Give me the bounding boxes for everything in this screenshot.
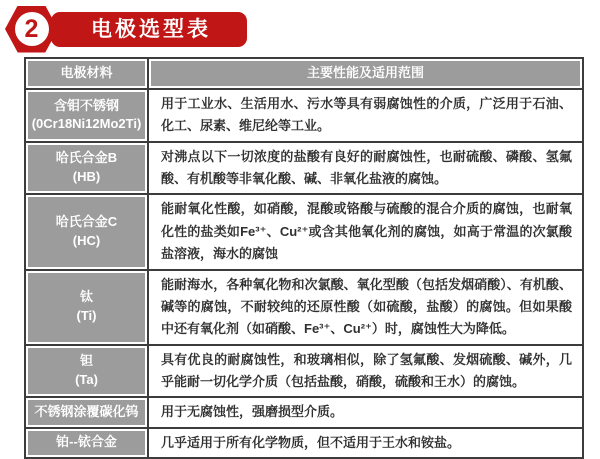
material-grade: (0Cr18Ni12Mo2Ti) — [31, 116, 142, 132]
material-cell — [25, 345, 148, 398]
material-name: 不锈钢涂覆碳化钨 — [34, 404, 139, 420]
material-name: 钽 — [79, 353, 93, 369]
section-header — [5, 4, 600, 54]
material-cell — [25, 270, 148, 345]
table-row — [25, 194, 583, 269]
description-cell: 用于工业水、生活用水、污水等具有弱腐蚀性的介质，广泛用于石油、化工、尿素、维尼纶等工业。 — [148, 89, 583, 142]
description-cell: 能耐海水，各种氧化物和次氯酸、氧化型酸（包括发烟硝酸）、有机酸、碱等的腐蚀，不耐较纯的还原性酸（如硫酸，盐酸）的腐蚀。但如果酸中还有氧化剂（如硝酸、Fe³⁺、Cu²⁺）时，腐蚀性大为降低。 — [148, 270, 583, 345]
table-row — [25, 89, 583, 142]
badge-number: 2 — [15, 12, 49, 46]
description-cell: 几乎适用于所有化学物质，但不适用于王水和铵盐。 — [148, 428, 583, 458]
material-grade: (HC) — [72, 232, 101, 248]
description-cell: 对沸点以下一切浓度的盐酸有良好的耐腐蚀性，也耐硫酸、磷酸、氢氟酸、有机酸等非氧化酸、碱、非氧化盐液的腐蚀。 — [148, 142, 583, 195]
electrode-selection-table — [24, 57, 584, 459]
material-cell — [25, 194, 148, 269]
material-cell — [25, 397, 148, 427]
table-row — [25, 142, 583, 195]
material-grade: (Ti) — [76, 308, 97, 324]
table-row — [25, 428, 583, 458]
material-cell — [25, 142, 148, 195]
column-header-material: 电极材料 — [25, 58, 148, 89]
page-container — [0, 4, 600, 459]
material-name: 铂--铱合金 — [56, 434, 117, 450]
table-row — [25, 270, 583, 345]
material-grade: (Ta) — [75, 371, 98, 387]
description-cell: 具有优良的耐腐蚀性，和玻璃相似，除了氢氟酸、发烟硫酸、碱外，几乎能耐一切化学介质（包括盐酸，硝酸，硫酸和王水）的腐蚀。 — [148, 345, 583, 398]
description-cell: 用于无腐蚀性，强磨损型介质。 — [148, 397, 583, 427]
material-cell — [25, 428, 148, 458]
description-cell: 能耐氧化性酸，如硝酸，混酸或铬酸与硫酸的混合介质的腐蚀，也耐氧化性的盐类如Fe³⁺、Cu²⁺或含其他氧化剂的腐蚀，如高于常温的次氯酸盐溶液，海水的腐蚀 — [148, 194, 583, 269]
table-header-row — [25, 58, 583, 89]
table-row — [25, 397, 583, 427]
table-row — [25, 345, 583, 398]
material-name: 钛 — [79, 289, 93, 305]
page-title: 电极选型表 — [51, 12, 247, 47]
material-cell — [25, 89, 148, 142]
material-name: 含钼不锈钢 — [53, 97, 119, 113]
material-name: 哈氏合金B — [55, 150, 118, 166]
section-number-badge — [5, 6, 58, 53]
material-grade: (HB) — [72, 169, 101, 185]
material-name: 哈氏合金C — [55, 214, 118, 230]
column-header-performance: 主要性能及适用范围 — [148, 58, 583, 89]
